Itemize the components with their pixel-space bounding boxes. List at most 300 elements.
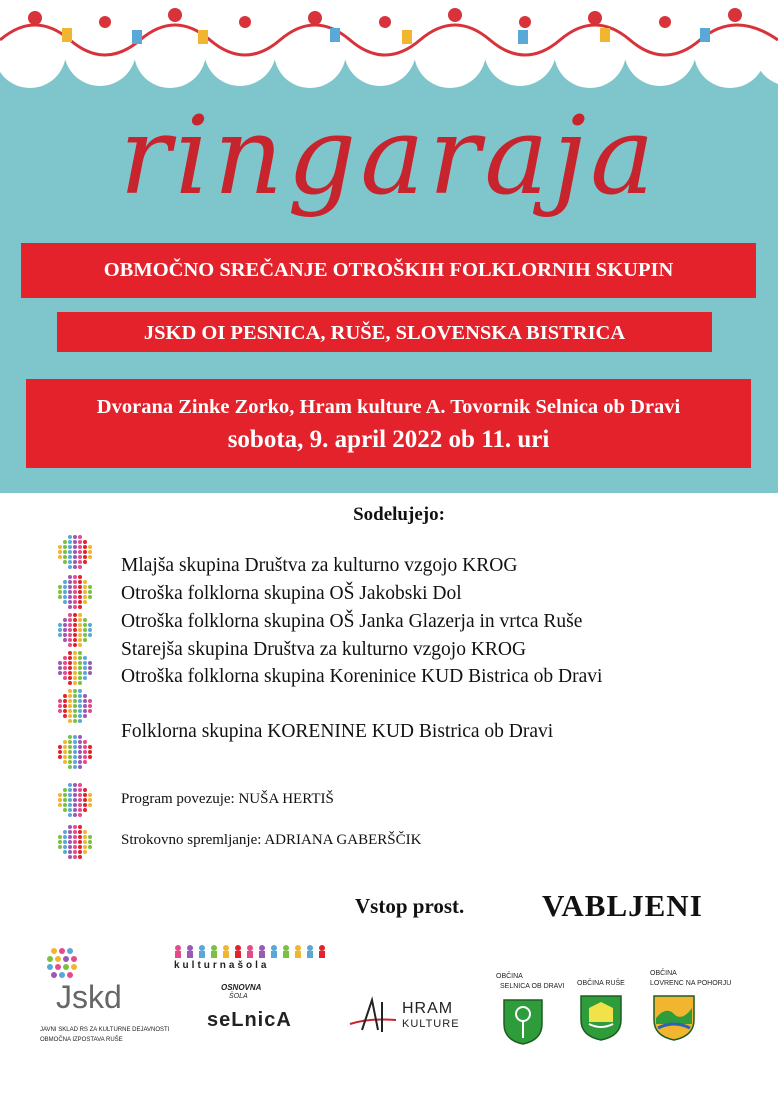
dot bbox=[88, 633, 92, 637]
dot bbox=[73, 666, 77, 670]
dot bbox=[73, 651, 77, 655]
dot bbox=[68, 855, 72, 859]
dot bbox=[68, 825, 72, 829]
invite-text: VABLJENI bbox=[542, 888, 703, 923]
dot bbox=[78, 845, 82, 849]
dot bbox=[63, 803, 67, 807]
dot bbox=[78, 835, 82, 839]
dot bbox=[83, 760, 87, 764]
dot bbox=[63, 704, 67, 708]
organizer-band: JSKD OI PESNICA, RUŠE, SLOVENSKA BISTRICA bbox=[57, 312, 712, 352]
dot bbox=[63, 755, 67, 759]
dot bbox=[63, 709, 67, 713]
dot bbox=[78, 671, 82, 675]
kulturna-sola-wordmark: kulturnašola bbox=[174, 960, 270, 971]
dot bbox=[78, 740, 82, 744]
dot bbox=[68, 618, 72, 622]
dot-bullet-icon bbox=[55, 572, 95, 612]
dot bbox=[83, 830, 87, 834]
dot bbox=[68, 709, 72, 713]
dot bbox=[83, 580, 87, 584]
participants-heading: Sodelujejo: bbox=[353, 504, 445, 525]
dot bbox=[78, 676, 82, 680]
dot bbox=[68, 643, 72, 647]
dot bbox=[73, 643, 77, 647]
kulture-label: KULTURE bbox=[402, 1018, 460, 1030]
dot bbox=[58, 661, 62, 665]
dot bbox=[73, 803, 77, 807]
dot bbox=[68, 689, 72, 693]
dot bbox=[78, 850, 82, 854]
dot bbox=[58, 671, 62, 675]
dot bbox=[73, 638, 77, 642]
dot bbox=[83, 545, 87, 549]
dot bbox=[63, 540, 67, 544]
dot bbox=[83, 745, 87, 749]
dot bbox=[63, 555, 67, 559]
dot bbox=[83, 656, 87, 660]
adult-group-item: Folklorna skupina KORENINE KUD Bistrica ob Dravi bbox=[121, 721, 554, 742]
dot bbox=[73, 750, 77, 754]
dot bbox=[68, 714, 72, 718]
dot bbox=[68, 845, 72, 849]
dot bbox=[58, 590, 62, 594]
dot bbox=[73, 618, 77, 622]
obcina-label: OBČINA bbox=[650, 970, 677, 977]
obcina-ruse-logo bbox=[575, 980, 645, 1045]
dot bbox=[68, 628, 72, 632]
dot bbox=[63, 623, 67, 627]
dot bbox=[63, 666, 67, 670]
dot bbox=[83, 628, 87, 632]
participant-item: Otroška folklorna skupina OŠ Janka Glazerja in vrtca Ruše bbox=[121, 611, 583, 632]
dot bbox=[88, 550, 92, 554]
dot bbox=[68, 765, 72, 769]
dot bbox=[73, 580, 77, 584]
dot bbox=[83, 671, 87, 675]
dot bbox=[83, 793, 87, 797]
dot bbox=[83, 788, 87, 792]
dot bbox=[63, 835, 67, 839]
dot bbox=[83, 694, 87, 698]
dot bbox=[88, 595, 92, 599]
dot bbox=[78, 760, 82, 764]
dot bbox=[63, 661, 67, 665]
dot bbox=[78, 613, 82, 617]
dot bbox=[73, 760, 77, 764]
dot-bullet-icon bbox=[55, 732, 95, 772]
dot bbox=[78, 638, 82, 642]
dot-bullet-icon bbox=[55, 532, 95, 572]
date-text: sobota, 9. april 2022 ob 11. uri bbox=[227, 426, 550, 453]
dot bbox=[88, 628, 92, 632]
poster-title: ringaraja bbox=[119, 94, 659, 219]
dot bbox=[88, 845, 92, 849]
participant-item: Mlajša skupina Društva za kulturno vzgojo KROG bbox=[121, 555, 518, 576]
dot bbox=[88, 840, 92, 844]
dot bbox=[78, 699, 82, 703]
lovrenc-coat-of-arms-icon bbox=[652, 994, 696, 1042]
dot bbox=[78, 580, 82, 584]
obcina-lovrenc-logo bbox=[650, 970, 745, 1045]
dot bbox=[83, 618, 87, 622]
dot bbox=[83, 798, 87, 802]
dot bbox=[78, 628, 82, 632]
selnica-coat-of-arms-icon bbox=[502, 998, 544, 1046]
dot bbox=[63, 656, 67, 660]
dot bbox=[73, 783, 77, 787]
dot bbox=[68, 699, 72, 703]
dot bbox=[58, 704, 62, 708]
dot bbox=[73, 813, 77, 817]
dot bbox=[88, 671, 92, 675]
dot bbox=[73, 719, 77, 723]
dot bbox=[68, 560, 72, 564]
dot bbox=[63, 628, 67, 632]
dot bbox=[73, 694, 77, 698]
dot bbox=[68, 545, 72, 549]
dot bbox=[63, 845, 67, 849]
dot bbox=[78, 855, 82, 859]
dot bbox=[63, 714, 67, 718]
dot bbox=[58, 555, 62, 559]
dot bbox=[73, 830, 77, 834]
dot bbox=[63, 850, 67, 854]
dot bbox=[58, 545, 62, 549]
dot bbox=[83, 699, 87, 703]
dot bbox=[88, 745, 92, 749]
dot bbox=[68, 830, 72, 834]
jskd-dot-icon bbox=[42, 945, 82, 981]
dot bbox=[83, 835, 87, 839]
dot bbox=[63, 638, 67, 642]
dot bbox=[68, 719, 72, 723]
dot bbox=[73, 545, 77, 549]
dot bbox=[78, 540, 82, 544]
dot bbox=[78, 585, 82, 589]
dot bbox=[83, 550, 87, 554]
dot bbox=[83, 850, 87, 854]
dot bbox=[68, 813, 72, 817]
dot bbox=[83, 540, 87, 544]
dot bbox=[78, 714, 82, 718]
dot bbox=[73, 595, 77, 599]
dot bbox=[68, 638, 72, 642]
lace-border bbox=[0, 0, 778, 95]
dot bbox=[68, 798, 72, 802]
dot bbox=[78, 813, 82, 817]
dot bbox=[83, 600, 87, 604]
dot bbox=[73, 540, 77, 544]
dot bbox=[78, 755, 82, 759]
dot bbox=[88, 793, 92, 797]
dot bbox=[68, 704, 72, 708]
dot bbox=[88, 661, 92, 665]
dot bbox=[68, 555, 72, 559]
dot bbox=[83, 666, 87, 670]
dot bbox=[78, 765, 82, 769]
dot bbox=[68, 735, 72, 739]
host-line: Program povezuje: NUŠA HERTIŠ bbox=[121, 791, 334, 807]
dot bbox=[83, 555, 87, 559]
hram-kulture-logo bbox=[348, 996, 463, 1036]
dot bbox=[78, 595, 82, 599]
dot bbox=[63, 830, 67, 834]
people-row-icon bbox=[172, 944, 327, 960]
dot bbox=[68, 590, 72, 594]
dot bbox=[68, 788, 72, 792]
dot bbox=[88, 709, 92, 713]
dot bbox=[68, 605, 72, 609]
dot bbox=[88, 803, 92, 807]
dot bbox=[73, 765, 77, 769]
dot bbox=[73, 845, 77, 849]
venue-text: Dvorana Zinke Zorko, Hram kulture A. Tovornik Selnica ob Dravi bbox=[96, 396, 681, 418]
dot bbox=[68, 661, 72, 665]
dot bbox=[83, 808, 87, 812]
dot bbox=[68, 676, 72, 680]
event-subtitle-band: OBMOČNO SREČANJE OTROŠKIH FOLKLORNIH SKUPIN bbox=[21, 243, 756, 298]
dot bbox=[83, 585, 87, 589]
dot bbox=[73, 735, 77, 739]
dot-bullet-icon bbox=[55, 822, 95, 862]
dot bbox=[68, 850, 72, 854]
dot bbox=[68, 671, 72, 675]
dot bbox=[58, 666, 62, 670]
dot bbox=[83, 590, 87, 594]
dot bbox=[63, 633, 67, 637]
dot-bullet-icon bbox=[55, 610, 95, 650]
dot bbox=[73, 709, 77, 713]
dot bbox=[83, 676, 87, 680]
dot bbox=[83, 803, 87, 807]
dot-bullet-icon bbox=[55, 686, 95, 726]
dot bbox=[73, 825, 77, 829]
dot bbox=[73, 550, 77, 554]
dot bbox=[58, 628, 62, 632]
dot bbox=[68, 613, 72, 617]
dot bbox=[73, 613, 77, 617]
dot bbox=[68, 681, 72, 685]
osnovna-label: OSNOVNA bbox=[221, 983, 262, 992]
dot bbox=[58, 585, 62, 589]
dot bbox=[63, 590, 67, 594]
dot bbox=[78, 575, 82, 579]
dot bbox=[78, 661, 82, 665]
dot bbox=[68, 783, 72, 787]
dot bbox=[58, 793, 62, 797]
dot bbox=[78, 555, 82, 559]
dot bbox=[78, 709, 82, 713]
dot bbox=[73, 793, 77, 797]
dot bbox=[73, 689, 77, 693]
dot bbox=[68, 740, 72, 744]
dot bbox=[58, 745, 62, 749]
dot bbox=[73, 740, 77, 744]
dot bbox=[68, 600, 72, 604]
dot bbox=[73, 745, 77, 749]
dot bbox=[73, 560, 77, 564]
dot bbox=[58, 595, 62, 599]
dot bbox=[83, 623, 87, 627]
venue-date-band bbox=[26, 379, 751, 468]
dot bbox=[88, 555, 92, 559]
dot bbox=[68, 623, 72, 627]
dot bbox=[73, 656, 77, 660]
dot bbox=[78, 803, 82, 807]
dot-bullet-icon bbox=[55, 780, 95, 820]
dot bbox=[63, 740, 67, 744]
dot bbox=[78, 535, 82, 539]
dot bbox=[73, 535, 77, 539]
dot bbox=[83, 638, 87, 642]
os-selnica-logo bbox=[205, 983, 315, 1043]
dot bbox=[88, 798, 92, 802]
dot bbox=[68, 585, 72, 589]
entry-free-text: Vstop prost. bbox=[355, 894, 465, 918]
dot bbox=[88, 623, 92, 627]
dot bbox=[68, 656, 72, 660]
dot bbox=[73, 661, 77, 665]
dot bbox=[68, 760, 72, 764]
participant-item: Starejša skupina Društva za kulturno vzgojo KROG bbox=[121, 639, 527, 660]
dot bbox=[63, 676, 67, 680]
jskd-subtitle: OBMOČNA IZPOSTAVA RUŠE bbox=[40, 1037, 123, 1043]
ruse-municipality-label: OBČINA RUŠE bbox=[577, 980, 625, 987]
dot bbox=[68, 651, 72, 655]
participant-item: Otroška folklorna skupina OŠ Jakobski Dol bbox=[121, 583, 462, 604]
dot bbox=[63, 600, 67, 604]
obcina-selnica-logo bbox=[496, 973, 576, 1048]
dot bbox=[68, 580, 72, 584]
dot bbox=[73, 855, 77, 859]
dot bbox=[73, 590, 77, 594]
dot bbox=[73, 600, 77, 604]
dot bbox=[73, 565, 77, 569]
dot bbox=[73, 628, 77, 632]
dot bbox=[83, 750, 87, 754]
dot bbox=[78, 633, 82, 637]
dot bbox=[68, 666, 72, 670]
dot bbox=[83, 714, 87, 718]
dot bbox=[78, 689, 82, 693]
dot bbox=[68, 755, 72, 759]
dot bbox=[63, 840, 67, 844]
dot bbox=[83, 845, 87, 849]
dot bbox=[58, 803, 62, 807]
dot bbox=[73, 840, 77, 844]
dot bbox=[78, 830, 82, 834]
dot bbox=[63, 694, 67, 698]
dot bbox=[73, 681, 77, 685]
dot bbox=[78, 600, 82, 604]
dot bbox=[58, 845, 62, 849]
dot bbox=[73, 555, 77, 559]
dot bbox=[83, 709, 87, 713]
dot bbox=[78, 745, 82, 749]
hram-symbol-icon bbox=[348, 996, 398, 1034]
dot bbox=[68, 803, 72, 807]
dot bbox=[58, 835, 62, 839]
dot bbox=[73, 798, 77, 802]
dot bbox=[83, 740, 87, 744]
dot bbox=[78, 793, 82, 797]
dot bbox=[88, 590, 92, 594]
dot-bullet-icon bbox=[55, 648, 95, 688]
dot bbox=[78, 550, 82, 554]
dot bbox=[83, 704, 87, 708]
dot bbox=[78, 783, 82, 787]
dot bbox=[78, 788, 82, 792]
dot bbox=[78, 681, 82, 685]
support-line: Strokovno spremljanje: ADRIANA GABERŠČIK bbox=[121, 832, 422, 848]
dot bbox=[63, 618, 67, 622]
dot bbox=[73, 755, 77, 759]
dot bbox=[88, 545, 92, 549]
sola-label: ŠOLA bbox=[229, 993, 248, 1000]
dot bbox=[73, 699, 77, 703]
dot bbox=[78, 840, 82, 844]
dot bbox=[73, 575, 77, 579]
dot bbox=[58, 840, 62, 844]
jskd-subtitle: JAVNI SKLAD RS ZA KULTURNE DEJAVNOSTI bbox=[40, 1027, 170, 1033]
dot bbox=[68, 535, 72, 539]
dot bbox=[68, 840, 72, 844]
dot bbox=[63, 699, 67, 703]
dot bbox=[83, 840, 87, 844]
dot bbox=[78, 750, 82, 754]
dot bbox=[78, 666, 82, 670]
dot bbox=[88, 755, 92, 759]
dot bbox=[78, 656, 82, 660]
dot bbox=[68, 633, 72, 637]
dot bbox=[73, 835, 77, 839]
dot bbox=[88, 750, 92, 754]
dot bbox=[78, 560, 82, 564]
dot bbox=[88, 699, 92, 703]
dot bbox=[78, 618, 82, 622]
dot bbox=[73, 623, 77, 627]
participant-item: Otroška folklorna skupina Koreninice KUD Bistrica ob Dravi bbox=[121, 666, 603, 687]
dot bbox=[78, 704, 82, 708]
dot bbox=[78, 825, 82, 829]
dot bbox=[58, 750, 62, 754]
dot bbox=[68, 565, 72, 569]
dot bbox=[83, 595, 87, 599]
selnica-municipality-label: SELNICA OB DRAVI bbox=[500, 983, 565, 990]
dot bbox=[68, 694, 72, 698]
dot bbox=[63, 788, 67, 792]
dot bbox=[78, 735, 82, 739]
obcina-label: OBČINA bbox=[496, 973, 523, 980]
dot bbox=[58, 798, 62, 802]
dot bbox=[63, 745, 67, 749]
dot bbox=[78, 623, 82, 627]
dot bbox=[83, 661, 87, 665]
dot bbox=[58, 699, 62, 703]
kulturna-sola-logo bbox=[172, 944, 327, 974]
dot bbox=[58, 623, 62, 627]
dot bbox=[78, 565, 82, 569]
dot bbox=[58, 709, 62, 713]
dot bbox=[68, 540, 72, 544]
dot bbox=[78, 808, 82, 812]
dot bbox=[78, 719, 82, 723]
dot bbox=[63, 793, 67, 797]
dot bbox=[63, 550, 67, 554]
dot bbox=[63, 750, 67, 754]
dot bbox=[83, 755, 87, 759]
